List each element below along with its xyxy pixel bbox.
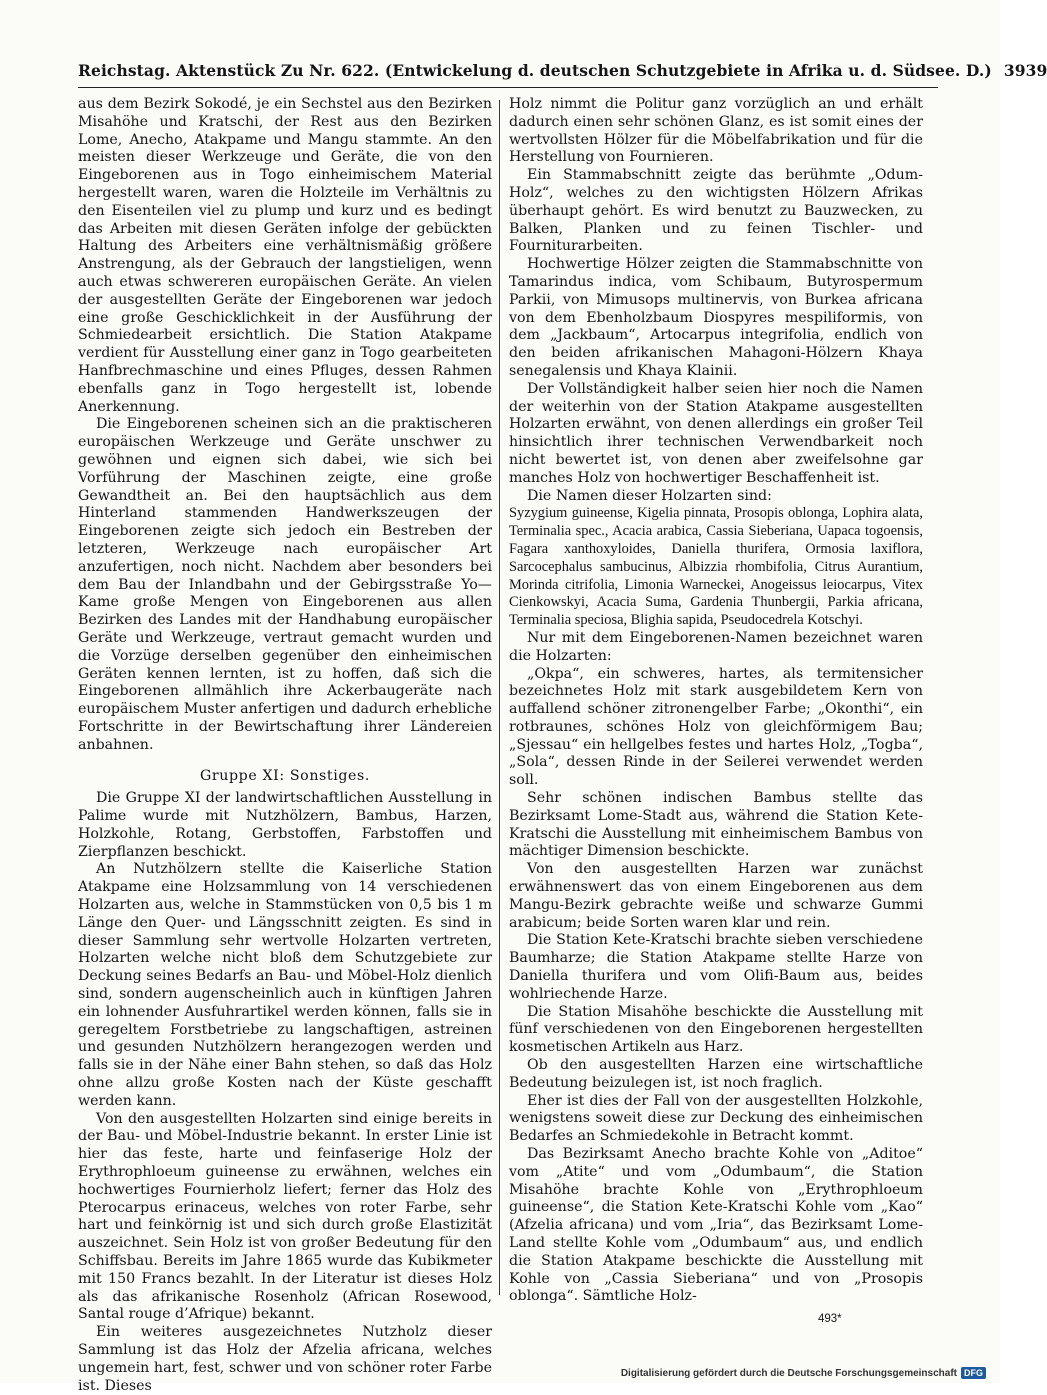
paragraph: Die Station Misahöhe beschickte die Ausstellung mit fünf verschiedenen von den Eingeborenen hergestellten kosmetischen Artikeln aus Harz. (509, 1003, 923, 1056)
paragraph: Nur mit dem Eingeborenen-Namen bezeichnet waren die Holzarten: (509, 629, 923, 664)
paragraph: Die Station Kete-Kratschi brachte sieben verschiedene Baumharze; die Station Atakpame stellte Harze von Daniella thurifera und vom Olifi-Baum aus, beides wohlriechende Harze. (509, 932, 923, 1002)
paragraph: Die Namen dieser Holzarten sind: (527, 487, 772, 504)
paragraph: Von den ausgestellten Holzarten sind einige bereits in der Bau- und Möbel-Industrie bekannt. In erster Linie ist hier das feste, harte und feinfaserige Holz der Erythrophloeum guineense zu erwähnen, welches ein hochwertiges Fournierholz liefert; ferner das Holz des Pterocarpus erinaceus, welches von roter Farbe, sehr hart und feinkörnig ist und sich durch große Elastizität auszeichnet. Sein Holz ist von großer Bedeutung für den Schiffsbau. Bereits im Jahre 1865 wurde das Kubikmeter mit 150 Francs bezahlt. In der Literatur ist dieses Holz als das afrikanische Rosenholz (African Rosewood, Santal rouge d’Afrique) bekannt. (78, 1110, 492, 1323)
right-column (509, 96, 923, 1305)
signature-mark: 493* (818, 1313, 842, 1325)
paragraph: Der Vollständigkeit halber seien hier noch die Namen der weiterhin von der Station Atakpame ausgestellten Holzarten erwähnt, von denen allerdings ein großer Teil hinsichtlich ihrer technischen Verwendbarkeit noch nicht bewertet ist, von denen aber zweifelsohne gar manches Holz von hochwertiger Beschaffenheit ist. (509, 380, 923, 486)
paragraph: „Okpa“, ein schweres, hartes, als termitensicher bezeichnetes Holz mit stark ausgebildetem Kern von auffallend schöner zitronengelber Farbe; „Okonthi“, ein rotbraunes, schönes Holz von gleichförmigem Bau; „Sjessau“ ein hellgelbes festes und hartes Holz, „Togba“, „Sola“, dessen Rinde in der Seilerei verwendet werden soll. (509, 665, 923, 789)
paragraph: Die Gruppe XI der landwirtschaftlichen Ausstellung in Palime wurde mit Nutzhölzern, Bambus, Harzen, Holzkohle, Rotang, Gerbstoffen, Farbstoffen und Zierpflanzen beschickt. (78, 790, 492, 860)
paragraph: Ein Stammabschnitt zeigte das berühmte „Odum-Holz“, welches zu den wichtigsten Hölzern Afrikas überhaupt gehört. Es wird benutzt zu Bauzwecken, zu Balken, Planken und zu feinen Tischler- und Fourniturarbeiten. (509, 167, 923, 255)
paragraph: Hochwertige Hölzer zeigten die Stammabschnitte von Tamarindus indica, vom Schibaum, Butyrospermum Parkii, von Mimusops multinervis, von Burkea africana von dem Ebenholzbaum Diospyres mespiliformis, von dem „Jackbaum“, Artocarpus integrifolia, endlich von den beiden afrikanischen Mahagoni-Hölzern Khaya senegalensis und Khaya Klainii. (509, 256, 923, 379)
paragraph: Die Eingeborenen scheinen sich an die praktischeren europäischen Werkzeuge und Geräte unschwer zu gewöhnen und eignen sich dabei, wie sich bei Vorführung der Maschinen zeigte, eine große Gewandtheit an. Bei den hauptsächlich aus dem Hinterland stammenden Handwerkszeugen der Eingeborenen zeigte sich jedoch ein Bestreben der letzteren, Werkzeuge nach europäischer Art anzufertigen, noch nicht. Nachdem aber besonders bei dem Bau der Inlandbahn und der Gebirgsstraße Yo—Kame große Mengen von Eingeborenen aus allen Bezirken des Landes mit der Handhabung europäischer Geräte und Werkzeuge, vertraut gemacht wurden und die Vorzüge derselben gegenüber den einheimischen Geräten kennen lernten, ist zu hoffen, daß sich die Eingeborenen allmählich ihre Ackerbaugeräte nach europäischem Muster anfertigen und dadurch erhebliche Fortschritte in der Bewirtschaftung ihrer Ländereien anbahnen. (78, 416, 492, 753)
digitization-footer (621, 1365, 986, 1381)
paragraph: Ein weiteres ausgezeichnetes Nutzholz dieser Sammlung ist das Holz der Afzelia africana, welches ungemein hart, fest, schwer und von schöner roter Farbe ist. Dieses (78, 1324, 492, 1394)
header-rule (78, 87, 938, 88)
paragraph: Holz nimmt die Politur ganz vorzüglich an und erhält dadurch einen sehr schönen Glanz, es ist somit eines der wertvollsten Hölzer für die Möbelfabrikation und für die Herstellung von Fournieren. (509, 96, 923, 166)
paragraph: Das Bezirksamt Anecho brachte Kohle von „Aditoe“ vom „Atite“ und vom „Odumbaum“, die Station Misahöhe brachte Kohle von „Erythrophloeum guineense“, die Station Kete-Kratschi Kohle vom „Kao“ (Afzelia africana) und vom „Iria“, das Bezirksamt Lome-Land stellte Kohle vom „Odumbaum“ aus, und endlich die Station Atakpame beschickte die Ausstellung mit Kohle von „Cassia Sieberiana“ und von „Prosopis oblonga“. Sämtliche Holz- (509, 1146, 923, 1305)
digitization-note: Digitalisierung gefördert durch die Deutsche Forschungsgemeinschaft (620, 1367, 957, 1379)
page-number: 3939 (1003, 60, 1047, 80)
header-title: Reichstag. Aktenstück Zu Nr. 622. (Entwickelung d. deutschen Schutzgebiete in Afrika u. d. Südsee. D.) (78, 60, 992, 80)
running-header (78, 55, 1047, 85)
column-divider (499, 100, 500, 1295)
section-heading: Gruppe XI: Sonstiges. (199, 768, 371, 785)
paragraph: Von den ausgestellten Harzen war zunächst erwähnenswert das von einem Eingeborenen aus dem Mangu-Bezirk gebrachte weiße und schwarze Gummi arabicum; beide Sorten waren klar und rein. (509, 861, 923, 931)
paragraph: An Nutzhölzern stellte die Kaiserliche Station Atakpame eine Holzsammlung von 14 verschiedenen Holzarten aus, welche in Stammstücken von 0,5 bis 1 m Länge den Quer- und Längsschnitt zeigten. Es sind in dieser Sammlung sehr wertvolle Holzarten vertreten, Holzarten welche nicht bloß dem Schutzgebiete zur Deckung seines Bedarfs an Bau- und Möbel-Holz dienlich sind, sondern augenscheinlich auch in künftigen Jahren ein lohnender Ausfuhrartikel werden können, falls sie in geregeltem Forstbetriebe zu langschaftigen, astreinen und gesunden Nutzhölzern herangezogen werden und falls sie in der Nähe einer Bahn stehen, so daß das Holz ohne allzu große Kosten nach der Küste geschafft werden kann. (78, 861, 492, 1109)
species-list: Syzygium guineense, Kigelia pinnata, Prosopis oblonga, Lophira alata, Terminalia spec., Acacia arabica, Cassia Sieberiana, Uapaca togoensis, Fagara xanthoxyloides, Daniella thurifera, Ormosia laxiflora, Sarcocephalus sambucinus, Albizzia rhombifolia, Citrus Aurantium, Morinda citrifolia, Limonia Warneckei, Anogeissus leiocarpus, Vitex Cienkowskyi, Acacia Suma, Gardenia Thunbergii, Parkia africana, Terminalia speciosa, Blighia sapida, Pseudocedrela Kotschyi. (509, 505, 923, 629)
left-column (78, 96, 492, 1394)
paragraph: aus dem Bezirk Sokodé, je ein Sechstel aus den Bezirken Misahöhe und Kratschi, der Rest aus den Bezirken Lome, Anecho, Atakpame und Mangu stammte. An den meisten dieser Werkzeuge und Geräte, die von den Eingeborenen aus in Togo einheimischem Material hergestellt waren, waren die Holzteile im Verhältnis zu den Eisenteilen viel zu plump und kurz und es bedingt das Arbeiten mit diesen Geräten infolge der gebückten Haltung des Arbeiters eine verhältnismäßig größere Anstrengung, als der Gebrauch der langstieligen, wenn auch etwas schwereren europäischen Geräte. An vielen der ausgestellten Geräte der Eingeborenen war jedoch eine große Geschicklichkeit in der Ausführung der Schmiedearbeit ersichtlich. Die Station Atakpame verdient für Ausstellung einer ganz in Togo gearbeiteten Hanfbrechmaschine und eines Pfluges, dessen Rahmen ebenfalls ganz in Togo hergestellt ist, lobende Anerkennung. (78, 96, 492, 415)
paragraph: Sehr schönen indischen Bambus stellte das Bezirksamt Lome-Stadt aus, während die Station Kete-Kratschi die Ausstellung mit einheimischem Bambus von mächtiger Dimension beschickte. (509, 790, 923, 860)
paragraph: Ob den ausgestellten Harzen eine wirtschaftliche Bedeutung beizulegen ist, ist noch fraglich. (509, 1057, 923, 1091)
paragraph: Eher ist dies der Fall von der ausgestellten Holzkohle, wenigstens soweit diese zur Deckung des einheimischen Bedarfes an Schmiedekohle in Betracht kommt. (509, 1092, 923, 1145)
dfg-logo: DFG (961, 1367, 986, 1379)
